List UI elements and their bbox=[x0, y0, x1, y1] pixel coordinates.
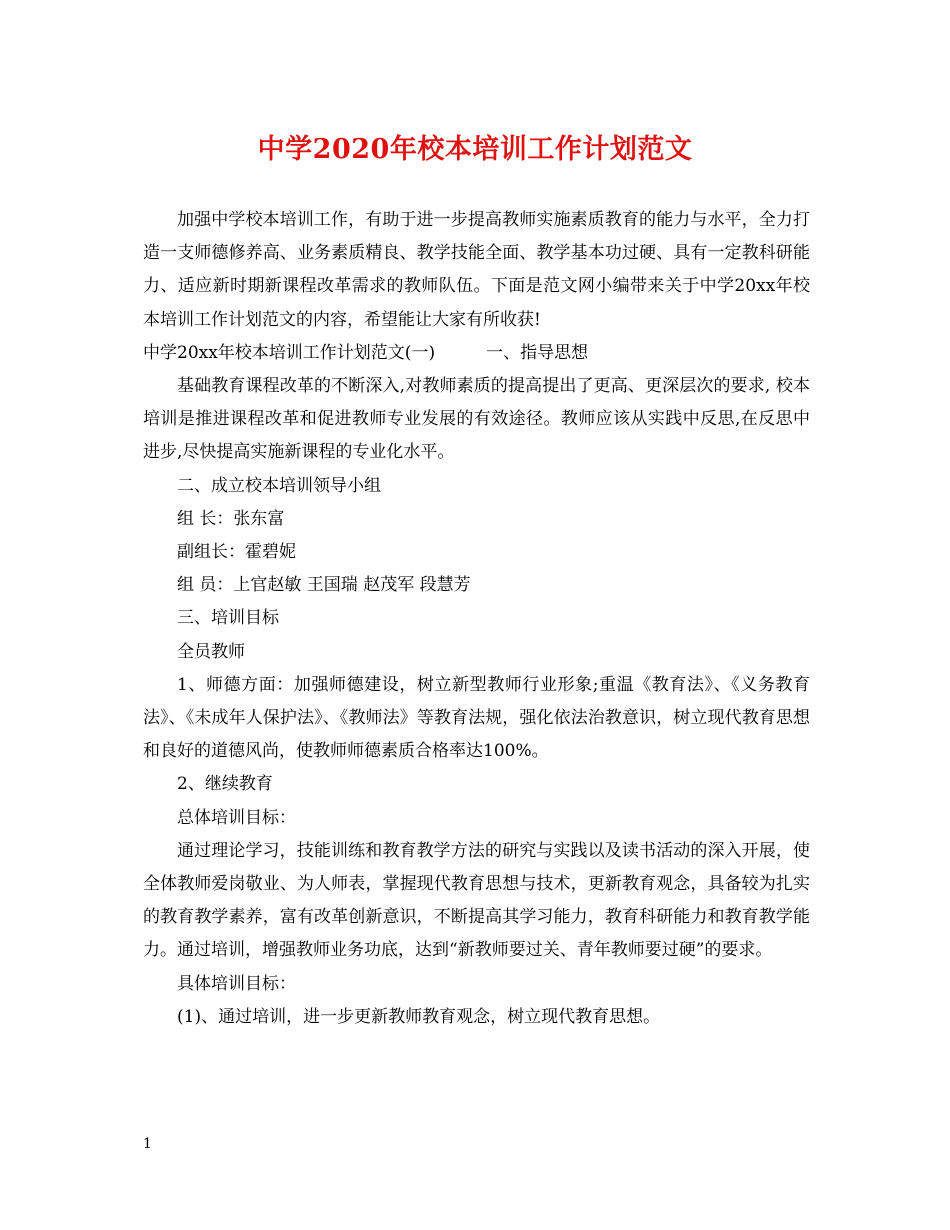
intro-paragraph: 加强中学校本培训工作，有助于进一步提高教师实施素质教育的能力与水平，全力打造一支师德修养高、业务素质精良、教学技能全面、教学基本功过硬、具有一定教科研能力、适应新时期新课程改革需求的教师队伍。下面是范文网小编带来关于中学20xx年校本培训工作计划范文的内容，希望能让大家有所收获! bbox=[143, 210, 810, 330]
specific-goal-1: (1)、通过培训，进一步更新教师教育观念，树立现代教育思想。 bbox=[177, 1006, 661, 1027]
ethics-paragraph: 1、师德方面：加强师德建设，树立新型教师行业形象;重温《教育法》、《义务教育法》、《未成年人保护法》、《教师法》等教育法规，强化依法治教意识，树立现代教育思想和良好的道德风尚，使教师师德素质合格率达100%。 bbox=[143, 674, 810, 762]
members-line: 组 员：上官赵敏 王国瑞 赵茂军 段慧芳 bbox=[177, 575, 471, 596]
document-title: 中学2020年校本培训工作计划范文 bbox=[257, 134, 693, 165]
deputy-leader-line: 副组长：霍碧妮 bbox=[177, 542, 296, 563]
guiding-thought-paragraph: 基础教育课程改革的不断深入,对教师素质的提高提出了更高、更深层次的要求, 校本培训是推进课程改革和促进教师专业发展的有效途径。教师应该从实践中反思,在反思中进步,尽快提高实施新课程的专业化水平。 bbox=[143, 376, 810, 463]
overall-goal-label: 总体培训目标： bbox=[177, 807, 296, 828]
specific-goal-label: 具体培训目标： bbox=[177, 973, 296, 994]
all-teachers-line: 全员教师 bbox=[177, 641, 245, 662]
continuing-education-heading: 2、继续教育 bbox=[177, 774, 273, 795]
page-number: 1 bbox=[143, 1136, 152, 1152]
leader-line: 组 长：张东富 bbox=[177, 508, 285, 529]
overall-goal-paragraph: 通过理论学习，技能训练和教育教学方法的研究与实践以及读书活动的深入开展，使全体教师爱岗敬业、为人师表，掌握现代教育思想与技术，更新教育观念，具备较为扎实的教育教学素养，富有改革创新意识，不断提高其学习能力，教育科研能力和教育教学能力。通过培训，增强教师业务功底，达到“新教师要过关、青年教师要过硬”的要求。 bbox=[143, 840, 810, 961]
document-body bbox=[143, 204, 810, 1034]
subtitle-line: 中学20xx年校本培训工作计划范文(一) 一、指导思想 bbox=[143, 342, 589, 363]
section2-heading: 二、成立校本培训领导小组 bbox=[177, 475, 381, 496]
section3-heading: 三、培训目标 bbox=[177, 608, 279, 629]
